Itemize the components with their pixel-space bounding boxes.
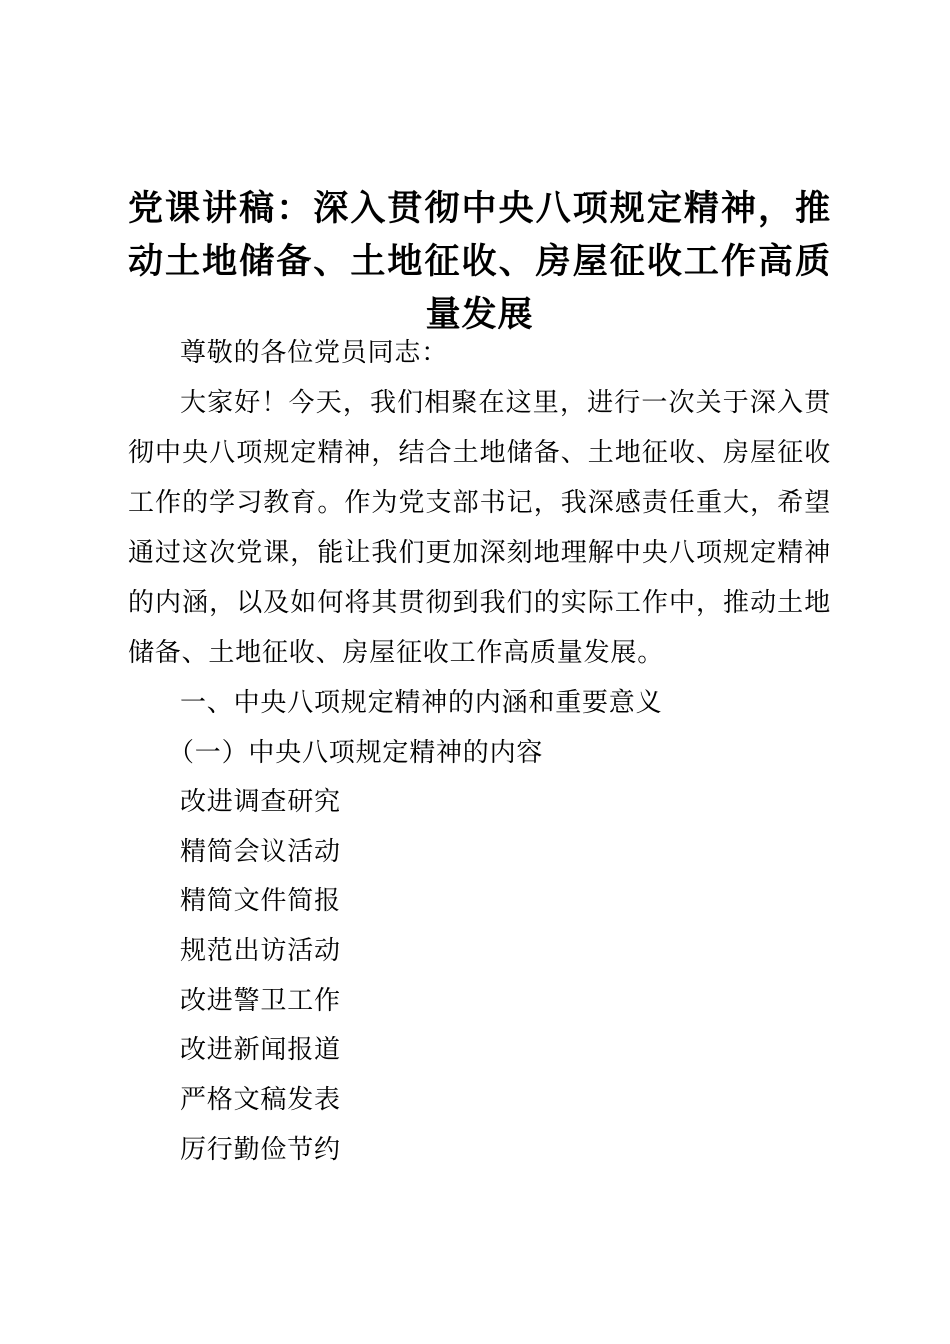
salutation: 尊敬的各位党员同志： xyxy=(180,338,449,368)
list-item: 厉行勤俭节约 xyxy=(180,1135,341,1165)
document-title: 党课讲稿：深入贯彻中央八项规定精神，推动土地储备、土地征收、房屋征收工作高质量发展 xyxy=(128,189,831,335)
list-item: 严格文稿发表 xyxy=(180,1085,341,1115)
list-item: 精简文件简报 xyxy=(180,886,341,916)
subsection-heading: （一）中央八项规定精神的内容 xyxy=(168,738,544,768)
intro-paragraph: 大家好！今天，我们相聚在这里，进行一次关于深入贯彻中央八项规定精神，结合土地储备、土地征收、房屋征收工作的学习教育。作为党支部书记，我深感责任重大，希望通过这次党课，能让我们更加深刻地理解中央八项规定精神的内涵，以及如何将其贯彻到我们的实际工作中，推动土地储备、土地征收、房屋征收工作高质量发展。 xyxy=(128,388,831,668)
list-item: 规范出访活动 xyxy=(180,936,341,966)
section-heading: 一、中央八项规定精神的内涵和重要意义 xyxy=(180,688,663,718)
list-item: 改进调查研究 xyxy=(180,787,341,817)
list-item: 改进警卫工作 xyxy=(180,986,341,1016)
list-item: 精简会议活动 xyxy=(180,837,341,867)
list-item: 改进新闻报道 xyxy=(180,1035,341,1065)
